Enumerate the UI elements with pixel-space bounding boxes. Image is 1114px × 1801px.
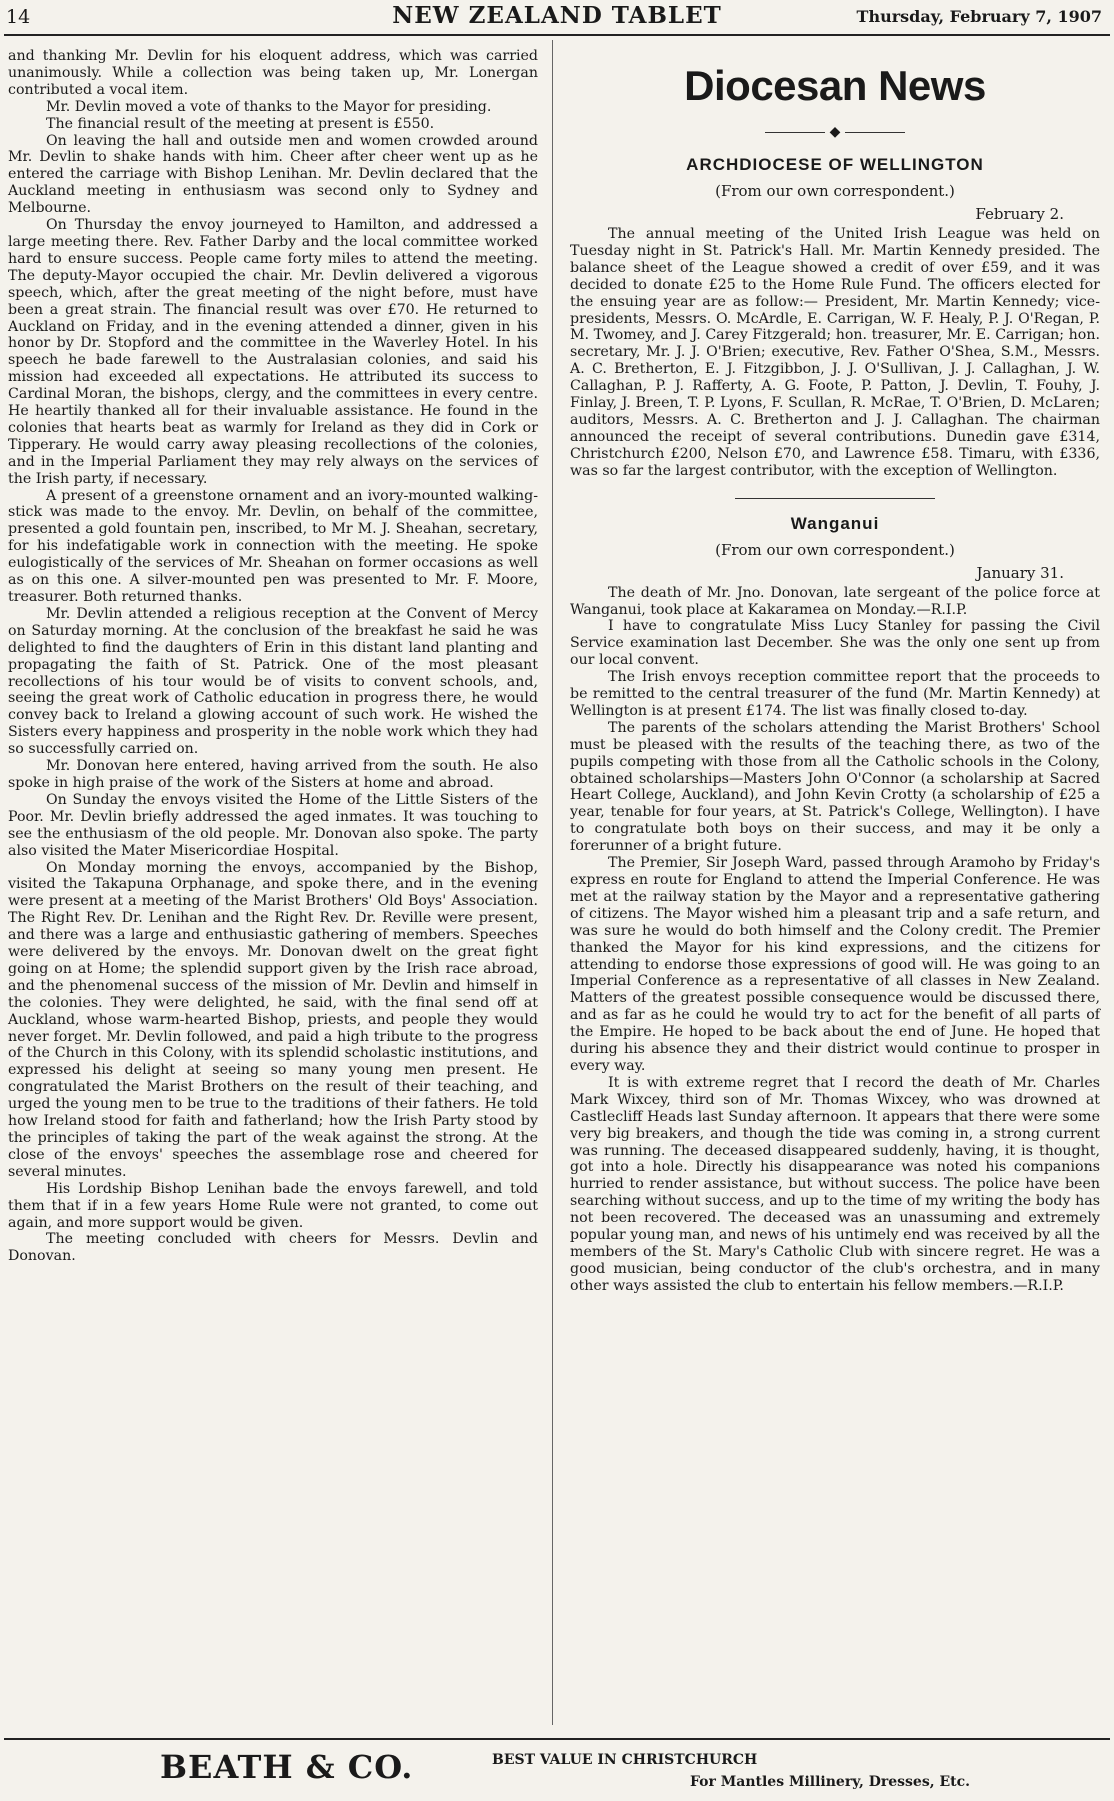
page-number: 14 (6, 6, 31, 28)
paragraph: and thanking Mr. Devlin for his eloquent address, which was carried unanimously. While a collection was being taken up, Mr. Lonergan contributed a vocal item. (8, 48, 538, 98)
paragraph: The annual meeting of the United Irish League was held on Tuesday night in St. Patrick's Hall. Mr. Martin Kennedy presided. The balance sheet of the League showed a credit of over £59, and it was decided to donate £25 to the Home Rule Fund. The officers elected for the ensuing year are as follow:— President, Mr. Martin Kennedy; vice-presidents, Messrs. O. McArdle, E. Carrigan, W. F. Healy, P. J. O'Regan, P. M. Twomey, and J. Carey Fitzgerald; hon. treasurer, Mr. E. Carrigan; hon. secretary, Mr. J. J. O'Brien; executive, Rev. Father O'Shea, S.M., Messrs. A. C. Bretherton, E. J. Fitzgibbon, J. J. O'Sullivan, J. J. Callaghan, J. W. Callaghan, P. J. Rafferty, A. G. Foote, P. Patton, J. Devlin, T. Fouhy, J. Finlay, J. Breen, T. P. Lyons, F. Scullan, R. McRae, T. O'Brien, D. McLaren; auditors, Messrs. A. C. Bretherton and J. J. Callaghan. The chairman announced the receipt of several contributions. Dunedin gave £314, Christchurch £200, Nelson £70, and Lawrence £58. Timaru, with £336, was so far the largest contributor, with the exception of Wellington. (570, 226, 1100, 479)
paragraph: A present of a greenstone ornament and an ivory-mounted walking-stick was made to the envoy. Mr. Devlin, on behalf of the committee, presented a gold fountain pen, inscribed, to Mr M. J. Sheahan, secretary, for his indefatigable work in connection with the meeting. He spoke eulogistically of the services of Mr. Sheahan on former occasions as well as on this one. A silver-mounted pen was presented to Mr. F. Moore, treasurer. Both returned thanks. (8, 487, 538, 605)
advert-items: For Mantles Millinery, Dresses, Etc. (690, 1774, 970, 1790)
wanganui-dateline: January 31. (976, 563, 1064, 582)
right-column (570, 48, 1100, 1295)
paragraph: On Thursday the envoy journeyed to Hamilton, and addressed a large meeting there. Rev. Father Darby and the local committee worked hard to ensure success. People came forty miles to attend the meeting. The deputy-Mayor occupied the chair. Mr. Devlin delivered a vigorous speech, which, after the great meeting of the night before, must have been a great strain. The financial result was over £70. He returned to Auckland on Friday, and in the evening attended a dinner, given in his honor by Dr. Stopford and the committee in the Waverley Hotel. In his speech he bade farewell to the Australasian colonies, and said his mission had exceeded all expectations. He attributed its success to Cardinal Moran, the bishops, clergy, and the committees in every centre. He heartily thanked all for their invaluable assistance. He found in the colonies that hearts beat as warmly for Ireland as they did in Cork or Tipperary. He would carry away pleasing recollections of the colonies, and in the Imperial Parliament they may rely always on the services of the Irish party, if necessary. (8, 217, 538, 487)
wanganui-heading: Wanganui (790, 513, 880, 533)
paragraph: The financial result of the meeting at present is £550. (46, 115, 435, 132)
advert-tagline: BEST VALUE IN CHRISTCHURCH (492, 1752, 758, 1768)
paragraph: Mr. Devlin attended a religious reception at the Convent of Mercy on Saturday morning. At the conclusion of the breakfast he said he was delighted to find the daughters of Erin in this distant land planting and propagating the faith of St. Patrick. One of the most pleasant recollections of his tour would be of visits to convent schools, and, seeing the great work of Catholic education in progress there, he would convey back to Ireland a glowing account of such work. He wished the Sisters every happiness and prosperity in the noble work which they had so successfully carried on. (8, 605, 538, 758)
issue-date: Thursday, February 7, 1907 (856, 7, 1102, 26)
header-rule (4, 34, 1110, 36)
wellington-heading: ARCHDIOCESE OF WELLINGTON (686, 155, 984, 174)
paragraph: Mr. Devlin moved a vote of thanks to the Mayor for presiding. (46, 98, 492, 115)
paragraph: It is with extreme regret that I record the death of Mr. Charles Mark Wixcey, third son of Mr. Thomas Wixcey, who was drowned at Castlecliff Heads last Sunday afternoon. It appears that there were some very big breakers, and though the tide was coming in, a strong current was running. The deceased disappeared suddenly, having, it is thought, got into a hole. Directly his disappearance was noted his companions hurried to render assistance, but without success. The police have been searching without success, and up to the time of my writing the body has not been recovered. The deceased was an unassuming and extremely popular young man, and news of his untimely end was received by all the members of the St. Mary's Catholic Club with sincere regret. He was a good musician, being conductor of the club's orchestra, and in many other ways assisted the club to entertain his fellow members.—R.I.P. (570, 1074, 1100, 1294)
section-rule (735, 498, 935, 499)
paragraph: The Irish envoys reception committee report that the proceeds to be remitted to the central treasurer of the fund (Mr. Martin Kennedy) at Wellington is at present £174. The list was finally closed to-day. (570, 669, 1100, 719)
page-header (0, 2, 1114, 36)
paragraph: Mr. Donovan here entered, having arrived from the south. He also spoke in high praise of the work of the Sisters at home and abroad. (8, 758, 538, 791)
wellington-dateline: February 2. (975, 205, 1064, 223)
footer-rule (4, 1738, 1110, 1740)
paragraph: I have to congratulate Miss Lucy Stanley for passing the Civil Service examination last December. She was the only one sent up from our local convent. (570, 618, 1100, 669)
column-divider (552, 40, 553, 1725)
advert-brand: BEATH & CO. (160, 1748, 414, 1786)
paragraph: On Monday morning the envoys, accompanied by the Bishop, visited the Takapuna Orphanage, and spoke there, and in the evening were present at a meeting of the Marist Brothers' Old Boys' Association. The Right Rev. Dr. Lenihan and the Right Rev. Dr. Reville were present, and there was a large and enthusiastic gathering of members. Speeches were delivered by the envoys. Mr. Donovan dwelt on the great fight going on at Home; the splendid support given by the Irish race abroad, and the phenomenal success of the mission of Mr. Devlin and himself in the colonies. They were delighted, he said, with the final send off at Auckland, whose warm-hearted Bishop, priests, and people they would never forget. Mr. Devlin followed, and paid a high tribute to the progress of the Church in this Colony, with its splendid scholastic institutions, and expressed his delight at seeing so many young men present. He congratulated the Marist Brothers on the result of their teaching, and urged the young men to be true to the traditions of their fathers. He told how Ireland stood for faith and fatherland; how the Irish Party stood by the principles of taking the part of the weak against the strong. At the close of the envoys' speeches the assemblage rose and cheered for several minutes. (8, 859, 538, 1180)
paragraph: The Premier, Sir Joseph Ward, passed through Aramoho by Friday's express en route for England to attend the Imperial Conference. He was met at the railway station by the Mayor and a representative gathering of citizens. The Mayor wished him a pleasant trip and a safe return, and was sure he would do both himself and the Colony credit. The Premier thanked the Mayor for his kind expressions, and the citizens for attending to endorse those expressions of good will. He was going to an Imperial Conference as a representative of all classes in New Zealand. Matters of the greatest possible consequence would be discussed there, and as far as he could he would try to act for the benefit of all parts of the Empire. He hoped to be back about the end of June. He hoped that during his absence they and their district would continue to prosper in every way. (570, 855, 1100, 1074)
diamond-icon: ◆ (829, 124, 841, 140)
ornament-divider (570, 124, 1100, 140)
left-column (8, 48, 538, 1265)
paragraph: The meeting concluded with cheers for Messrs. Devlin and Donovan. (8, 1231, 538, 1265)
wanganui-byline: (From our own correspondent.) (715, 540, 955, 559)
paragraph: On leaving the hall and outside men and women crowded around Mr. Devlin to shake hands with him. Cheer after cheer went up as he entered the carriage with Bishop Lenihan. Mr. Devlin declared that the Auckland meeting in enthusiasm was second only to Sydney and Melbourne. (8, 132, 538, 217)
masthead: NEW ZEALAND TABLET (392, 2, 722, 29)
paragraph: The parents of the scholars attending the Marist Brothers' School must be pleased with the results of the teaching there, as two of the pupils competing with those from all the Catholic schools in the Colony, obtained scholarships—Masters John O'Connor (a scholarship at Sacred Heart College, Auckland), and John Kevin Crotty (a scholarship of £25 a year, tenable for four years, at St. Patrick's College, Wellington). I have to congratulate both boys on their success, and may it be only a forerunner of a bright future. (570, 719, 1100, 855)
wellington-byline: (From our own correspondent.) (715, 182, 955, 200)
section-title: Diocesan News (684, 62, 986, 109)
paragraph: His Lordship Bishop Lenihan bade the envoys farewell, and told them that if in a few years Home Rule were not granted, to come out again, and more support would be given. (8, 1180, 538, 1231)
paragraph: The death of Mr. Jno. Donovan, late sergeant of the police force at Wanganui, took place at Kakaramea on Monday.—R.I.P. (570, 584, 1100, 618)
paragraph: On Sunday the envoys visited the Home of the Little Sisters of the Poor. Mr. Devlin briefly addressed the aged inmates. It was touching to see the enthusiasm of the old people. Mr. Donovan also spoke. The party also visited the Mater Misericordiae Hospital. (8, 791, 538, 859)
